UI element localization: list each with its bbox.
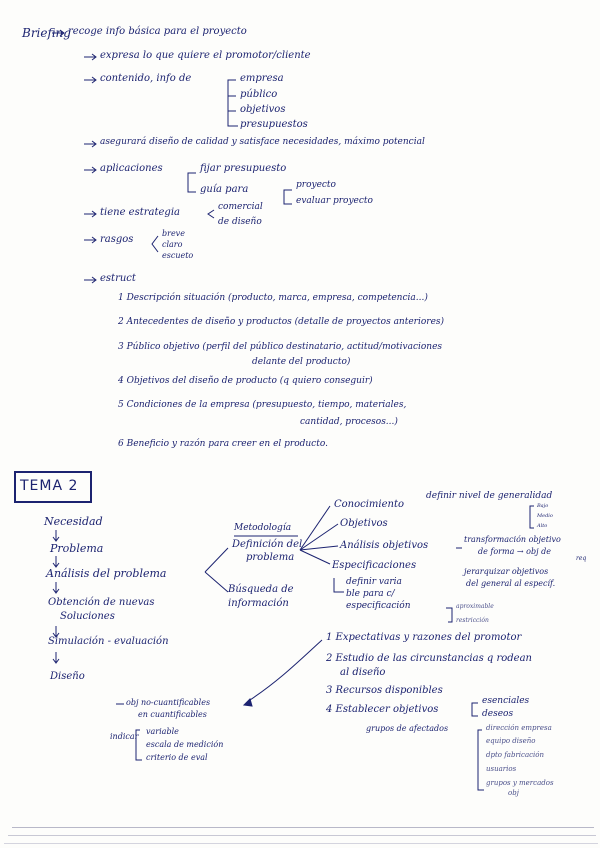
estruct-item: 3 Público objetivo (perfil del público destinatario, actitud/motivaciones xyxy=(118,342,443,352)
aplicaciones-fijar: fijar presupuesto xyxy=(200,163,287,174)
paso-item: 2 Estudio de las circunstancias q rodean xyxy=(326,653,532,664)
definicion-line: problema xyxy=(246,552,295,563)
paso-item: 3 Recursos disponibles xyxy=(326,685,443,696)
flow-step: Diseño xyxy=(50,671,85,682)
definicion-line: Definición del xyxy=(232,539,303,550)
briefing-estruct: estruct xyxy=(100,273,136,284)
obj-no-cuant-line: en cuantificables xyxy=(138,710,207,719)
definir-variable-line: especificación xyxy=(346,601,411,611)
grupo-item: grupos y mercados xyxy=(486,779,554,787)
tema-title: TEMA 2 xyxy=(20,478,79,494)
transformacion-line: req xyxy=(576,555,587,562)
rasgos-item: escueto xyxy=(162,251,194,260)
briefing-rasgos: rasgos xyxy=(100,234,134,245)
obj-no-cuant-line: obj no-cuantificables xyxy=(126,698,211,707)
estruct-item: 6 Beneficio y razón para creer en el producto. xyxy=(118,439,328,449)
paso-item: 4 Establecer objetivos xyxy=(326,704,439,715)
estruct-item: 1 Descripción situación (producto, marca, empresa, competencia...) xyxy=(118,293,428,303)
indicar-item: criterio de eval xyxy=(146,753,208,762)
indicar-item: escala de medición xyxy=(146,740,224,749)
briefing-recoge: recoge info básica para el proyecto xyxy=(68,26,247,37)
paso-item: al diseño xyxy=(340,667,386,678)
flow-step: Simulación - evaluación xyxy=(48,636,169,647)
transformacion-line: transformación objetivo xyxy=(464,535,561,544)
guia-item: proyecto xyxy=(296,180,336,190)
indicar-item: variable xyxy=(146,727,179,736)
jerarquizar-line: del general al específ. xyxy=(466,579,556,588)
jerarquizar-line: jerarquizar objetivos xyxy=(464,567,549,576)
busqueda-line: Búsqueda de xyxy=(228,584,294,595)
busqueda-line: información xyxy=(228,598,289,609)
estrategia-item: de diseño xyxy=(218,217,262,227)
indicar: indicar xyxy=(110,732,139,741)
briefing-asegurara: asegurará diseño de calidad y satisface necesidades, máximo potencial xyxy=(100,137,425,147)
obj-tipo: deseos xyxy=(482,709,514,719)
briefing-contenido: contenido, info de xyxy=(100,73,192,84)
contenido-item: empresa xyxy=(240,73,284,84)
grupo-item: usuarios xyxy=(486,765,517,773)
aproximable: aproximable xyxy=(456,603,494,610)
briefing-estrategia: tiene estrategia xyxy=(100,207,180,218)
flow-step: Necesidad xyxy=(44,515,103,528)
nivel-item: Bajo xyxy=(537,503,549,509)
flow-step: Problema xyxy=(50,542,104,555)
briefing-aplicaciones: aplicaciones xyxy=(100,163,163,174)
flow-step: Soluciones xyxy=(60,611,115,622)
estruct-item: 4 Objetivos del diseño de producto (q quiero conseguir) xyxy=(118,376,373,386)
estruct-item: cantidad, procesos...) xyxy=(300,417,398,427)
flow-step: Obtención de nuevas xyxy=(48,597,155,608)
rasgos-item: breve xyxy=(162,229,185,238)
estruct-item: delante del producto) xyxy=(252,357,351,367)
aplicaciones-guia: guía para xyxy=(200,184,249,195)
analisis-objetivos: Análisis objetivos xyxy=(340,540,429,551)
grupo-item: obj xyxy=(508,789,519,797)
definir-variable-line: ble para c/ xyxy=(346,589,395,599)
flow-step: Análisis del problema xyxy=(46,567,167,580)
especificaciones: Especificaciones xyxy=(332,560,417,571)
paso-item: 1 Expectativas y razones del promotor xyxy=(326,632,522,643)
estruct-item: 2 Antecedentes de diseño y productos (detalle de proyectos anteriores) xyxy=(118,317,445,327)
briefing-expresa: expresa lo que quiere el promotor/cliente xyxy=(100,50,311,61)
obj-tipo: esenciales xyxy=(482,696,530,706)
grupo-item: equipo diseño xyxy=(486,737,536,745)
grupos-afectados: grupos de afectados xyxy=(366,724,449,733)
estrategia-item: comercial xyxy=(218,202,263,212)
rasgos-item: claro xyxy=(162,240,183,249)
contenido-item: público xyxy=(240,89,278,100)
objetivos: Objetivos xyxy=(340,518,388,529)
guia-item: evaluar proyecto xyxy=(296,196,373,206)
estruct-item: 5 Condiciones de la empresa (presupuesto, tiempo, materiales, xyxy=(118,400,407,410)
transformacion-line: de forma → obj de xyxy=(478,547,551,556)
conocimiento: Conocimiento xyxy=(334,499,405,510)
metodologia: Metodología xyxy=(234,523,292,533)
grupo-item: dirección empresa xyxy=(486,724,552,732)
briefing-label: Briefing xyxy=(22,26,71,40)
nivel-item: Medio xyxy=(537,513,553,519)
definir-variable-line: definir varia xyxy=(346,577,402,587)
definir-nivel: definir nivel de generalidad xyxy=(426,491,553,501)
nivel-item: Alto xyxy=(537,523,548,529)
contenido-item: objetivos xyxy=(240,104,286,115)
contenido-item: presupuestos xyxy=(240,119,308,130)
restriccion: restricción xyxy=(456,617,489,624)
grupo-item: dpto fabricación xyxy=(486,751,545,759)
